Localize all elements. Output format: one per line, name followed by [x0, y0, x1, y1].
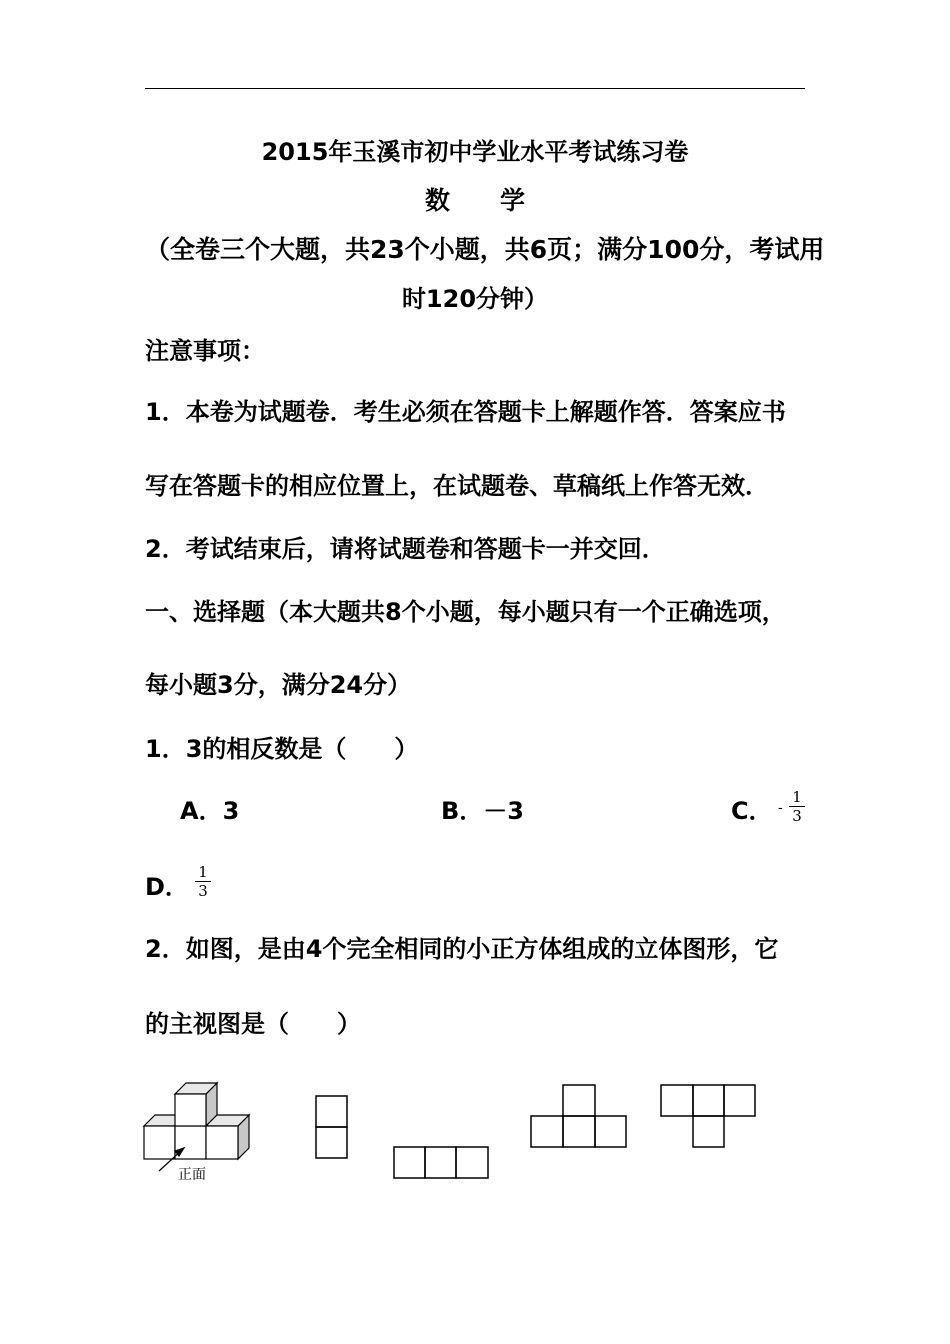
q1-option-d-label: D．: [145, 873, 189, 901]
q1-option-c-label: C．: [731, 797, 773, 825]
exam-title: 2015年玉溪市初中学业水平考试练习卷: [261, 138, 689, 166]
q1-stem: 1．3的相反数是（ ）: [145, 735, 419, 763]
cube-front-face: [206, 1126, 238, 1159]
q1-option-a: A．3: [180, 797, 240, 825]
fraction-denominator: 3: [792, 807, 802, 825]
notes-heading: 注意事项：: [145, 337, 265, 365]
cube-front-face: [175, 1094, 206, 1126]
cube-top-face: [144, 1115, 176, 1126]
note-2: 2．考试结束后，请将试题卷和答题卡一并交回．: [145, 535, 666, 563]
fraction-numerator: 1: [198, 863, 208, 881]
section1-heading-line1: 一、选择题（本大题共8个小题，每小题只有一个正确选项，: [145, 598, 786, 626]
q1-option-b: B．－3: [441, 797, 524, 825]
exam-info-line1: （全卷三个大题，共23个小题，共6页；满分100分，考试用: [145, 235, 825, 264]
subject-title: 数 学: [424, 186, 525, 215]
q2-stem-line1: 2．如图，是由4个完全相同的小正方体组成的立体图形，它: [145, 935, 779, 963]
view-option-4: [661, 1085, 755, 1147]
solid-figure: [144, 1083, 249, 1171]
note-1-line1: 1．本卷为试题卷．考生必须在答题卡上解题作答．答案应书: [145, 398, 786, 426]
q1-option-c-sign: -: [778, 800, 783, 816]
view-option-1: [316, 1096, 347, 1158]
view-option-2: [394, 1147, 488, 1178]
view-option-3: [531, 1085, 626, 1147]
fraction-numerator: 1: [792, 788, 802, 806]
note-1-line2: 写在答题卡的相应位置上，在试题卷、草稿纸上作答无效．: [145, 472, 769, 500]
exam-info-line2: 时120分钟）: [401, 285, 549, 313]
cube-front-face: [144, 1126, 175, 1159]
q2-stem-line2: 的主视图是（ ）: [145, 1010, 361, 1038]
fraction-denominator: 3: [198, 882, 208, 900]
section1-heading-line2: 每小题3分，满分24分）: [145, 671, 412, 699]
front-label: 正面: [178, 1167, 206, 1183]
